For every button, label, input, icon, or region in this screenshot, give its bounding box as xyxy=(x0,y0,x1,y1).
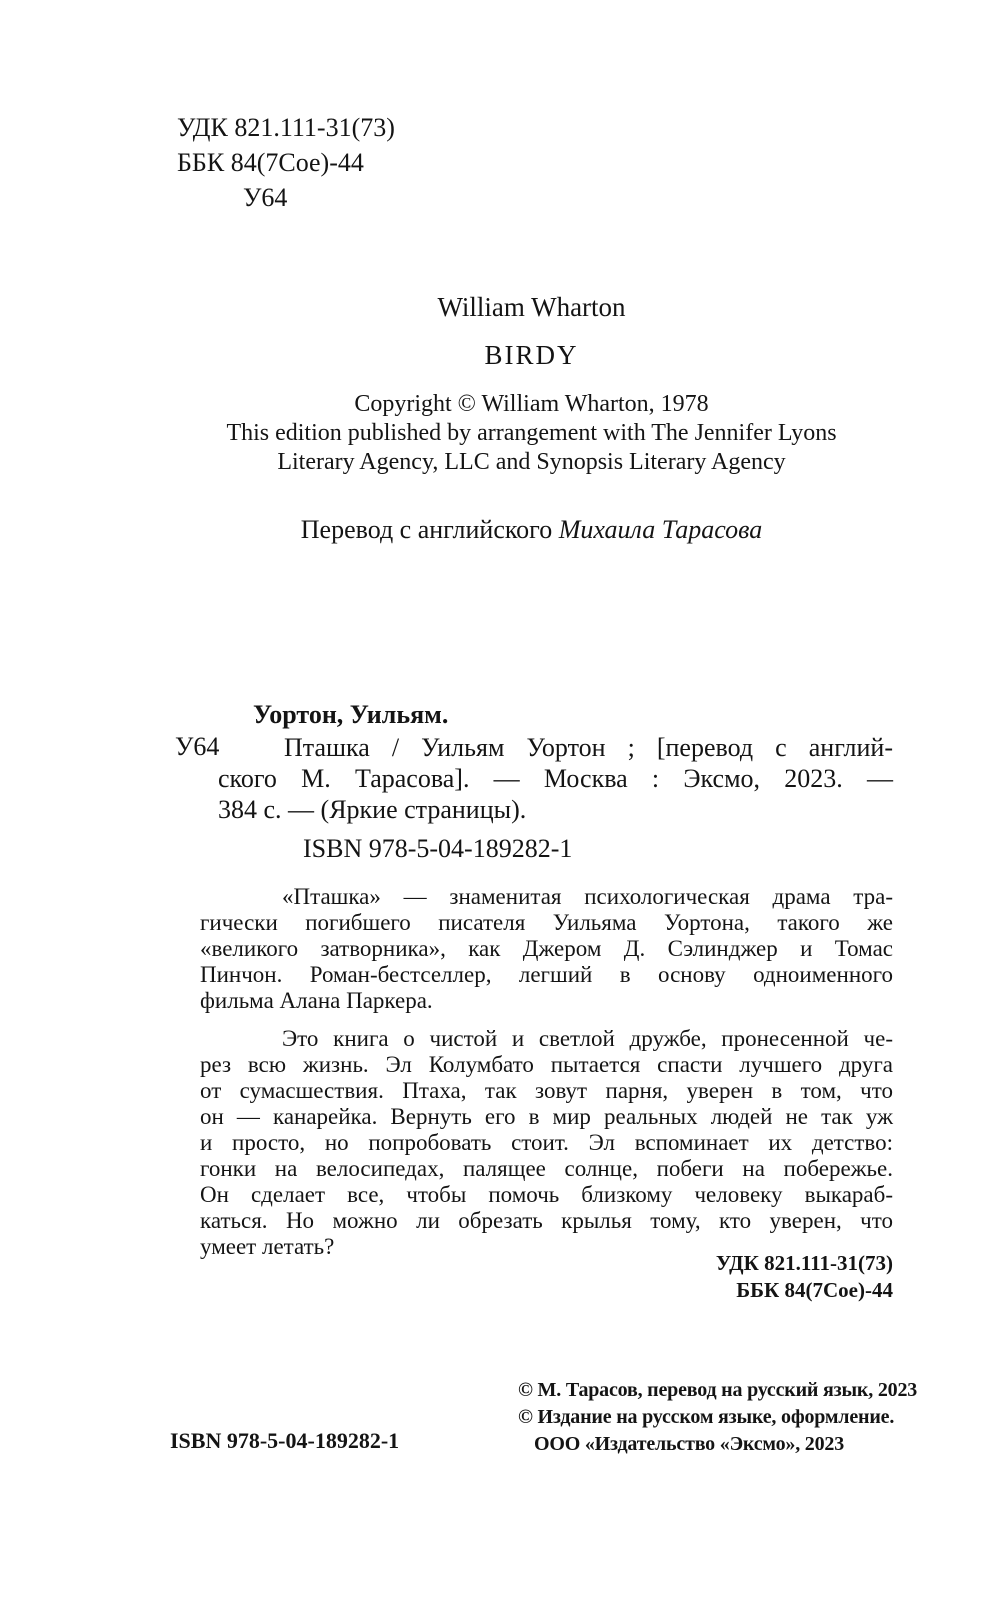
original-copyright-block xyxy=(170,390,893,477)
text-line: Пинчон. Роман-бестселлер, легший в основу одноименного xyxy=(200,962,893,987)
annotation-paragraph-2 xyxy=(200,1026,893,1260)
text-line: 384 с. — (Яркие страницы). xyxy=(218,795,527,824)
footer-bbk-code: ББК 84(7Сое)-44 xyxy=(736,1278,893,1302)
text-line: фильма Алана Паркера. xyxy=(200,988,433,1013)
isbn-catalog: ISBN 978-5-04-189282-1 xyxy=(303,834,573,863)
text-line: Пташка / Уильям Уортон ; [перевод с англий- xyxy=(284,733,893,762)
text-line: гонки на велосипедах, палящее солнце, побеги на побережье. xyxy=(200,1156,893,1181)
text-line: © Издание на русском языке, оформление. xyxy=(518,1406,895,1428)
text-line: умеет летать? xyxy=(200,1234,335,1259)
text-line: «Пташка» — знаменитая психологическая драма тра- xyxy=(282,884,893,909)
text-line: ского М. Тарасова]. — Москва : Эксмо, 2023. — xyxy=(218,764,893,793)
text-line: от сумасшествия. Птаха, так зовут парня, уверен в том, что xyxy=(200,1078,893,1103)
text-line: Copyright © William Wharton, 1978 xyxy=(354,391,709,417)
annotation-paragraph-1 xyxy=(200,884,893,1014)
isbn-imprint: ISBN 978-5-04-189282-1 xyxy=(170,1428,400,1453)
translation-credit xyxy=(170,515,893,545)
translation-prefix: Перевод с английского xyxy=(300,515,559,544)
book-title: BIRDY xyxy=(484,340,579,370)
text-line: гически погибшего писателя Уильяма Уортона, такого же xyxy=(200,910,893,935)
author-name: William Wharton xyxy=(437,292,626,322)
text-line: и просто, но попробовать стоит. Эл вспоминает их детство: xyxy=(200,1130,893,1155)
text-line: ООО «Издательство «Эксмо», 2023 xyxy=(534,1433,844,1455)
footer-udk-code: УДК 821.111-31(73) xyxy=(715,1251,893,1275)
translator-name: Михаила Тарасова xyxy=(558,515,763,544)
text-line: он — канарейка. Вернуть его в мир реальных людей не так уж xyxy=(200,1104,893,1129)
text-line: каться. Но можно ли обрезать крылья тому, кто уверен, что xyxy=(200,1208,893,1233)
bbk-code: ББК 84(7Сое)-44 xyxy=(177,148,364,177)
catalog-entry xyxy=(218,732,893,825)
text-line: Это книга о чистой и светлой дружбе, пронесенной че- xyxy=(282,1026,893,1051)
udk-code: УДК 821.111-31(73) xyxy=(177,113,395,142)
text-line: рез всю жизнь. Эл Колумбато пытается спасти лучшего друга xyxy=(200,1052,893,1077)
text-line: This edition published by arrangement with The Jennifer Lyons xyxy=(226,420,837,446)
top-classification-codes xyxy=(177,110,395,215)
text-line: «великого затворника», как Джером Д. Сэлинджер и Томас xyxy=(200,936,893,961)
catalog-author-heading: Уортон, Уильям. xyxy=(253,700,449,729)
publisher-copyright-block xyxy=(518,1377,917,1458)
footer-classification-codes xyxy=(716,1250,893,1304)
text-line: © М. Тарасов, перевод на русский язык, 2023 xyxy=(518,1379,918,1401)
text-line: Literary Agency, LLC and Synopsis Literary Agency xyxy=(277,449,786,475)
text-line: Он сделает все, чтобы помочь близкому человеку выкараб- xyxy=(200,1182,893,1207)
catalog-author-sign: У64 xyxy=(175,732,220,761)
author-sign: У64 xyxy=(243,183,288,212)
